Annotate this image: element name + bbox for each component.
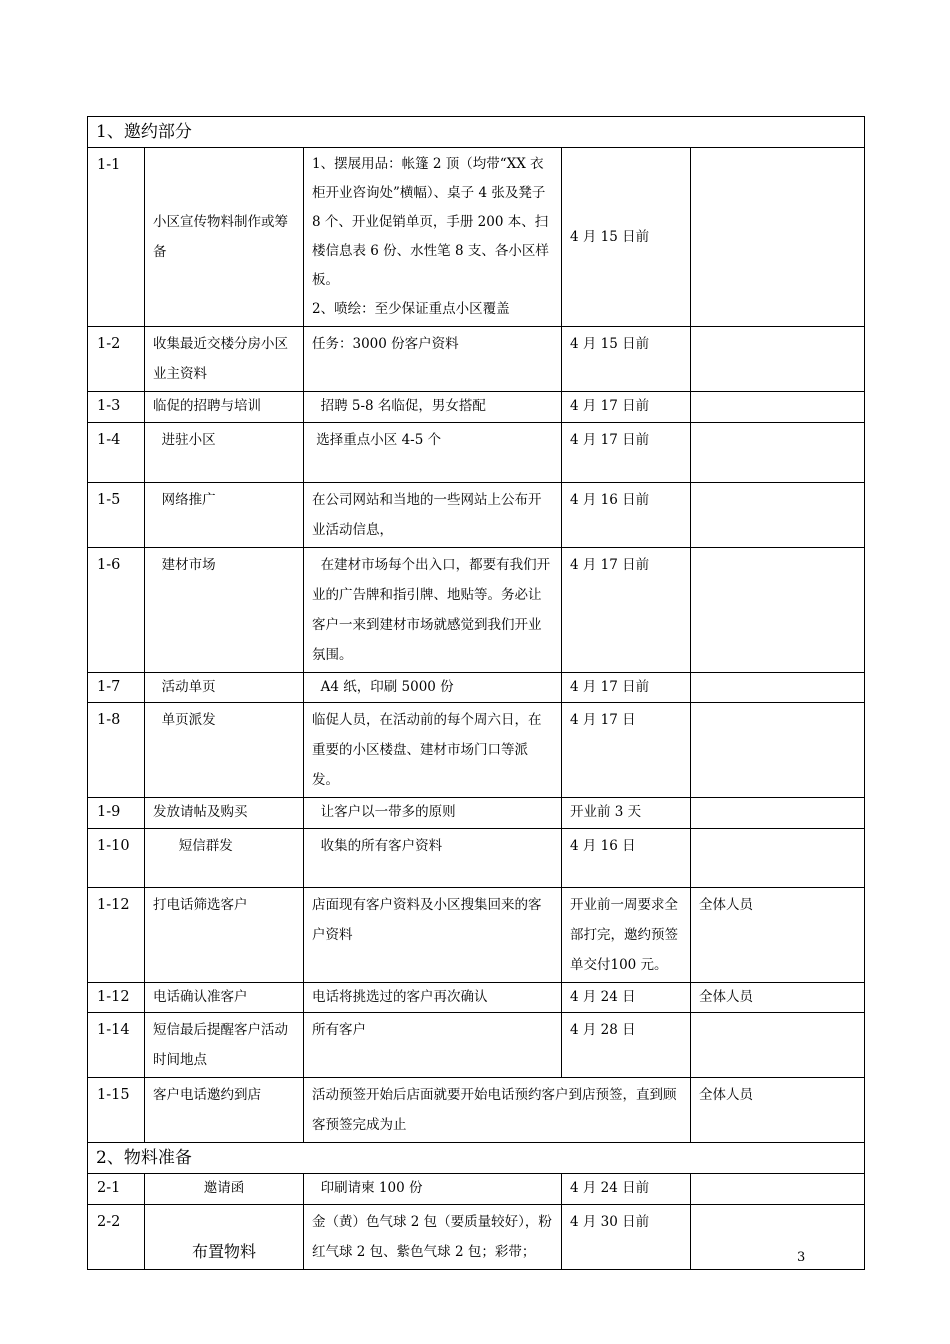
row-time: 4 月 30 日前 — [562, 1205, 691, 1270]
table-row — [88, 888, 865, 983]
table-row — [88, 392, 865, 423]
table-row — [88, 1078, 865, 1143]
row-time: 4 月 24 日前 — [562, 1174, 691, 1205]
row-owner — [691, 483, 865, 548]
row-content: 1、摆展用品：帐篷 2 顶（均带“XX 衣柜开业咨询处”横幅）、桌子 4 张及凳子 8 个、开业促销单页，手册 200 本、扫楼信息表 6 份、水性笔 8 支、各小区样板。 2、喷绘：至少保证重点小区覆盖 — [304, 148, 562, 327]
row-owner — [691, 327, 865, 392]
row-content: 店面现有客户资料及小区搜集回来的客户资料 — [304, 888, 562, 983]
row-owner — [691, 1205, 865, 1270]
section-title: 2、物料准备 — [88, 1143, 865, 1174]
row-owner — [691, 673, 865, 703]
row-item: 电话确认准客户 — [145, 983, 304, 1013]
row-owner — [691, 423, 865, 483]
row-owner — [691, 148, 865, 327]
row-owner — [691, 1174, 865, 1205]
row-item: 网络推广 — [145, 483, 304, 548]
row-owner — [691, 1013, 865, 1078]
row-time: 开业前一周要求全部打完，邀约预签单交付100 元。 — [562, 888, 691, 983]
row-item: 发放请帖及购买 — [145, 798, 304, 829]
row-id: 1-4 — [88, 423, 145, 483]
row-time: 4 月 17 日前 — [562, 673, 691, 703]
row-time: 4 月 16 日前 — [562, 483, 691, 548]
row-id: 1-12 — [88, 888, 145, 983]
row-time: 4 月 17 日前 — [562, 423, 691, 483]
table-row — [88, 983, 865, 1013]
row-content: 电话将挑选过的客户再次确认 — [304, 983, 562, 1013]
row-item: 邀请函 — [145, 1174, 304, 1205]
row-item: 短信群发 — [145, 829, 304, 888]
table-row — [88, 703, 865, 798]
row-id: 2-1 — [88, 1174, 145, 1205]
row-item: 客户电话邀约到店 — [145, 1078, 304, 1143]
row-time: 开业前 3 天 — [562, 798, 691, 829]
row-owner — [691, 548, 865, 673]
row-time: 4 月 15 日前 — [562, 327, 691, 392]
row-id: 1-14 — [88, 1013, 145, 1078]
row-time: 4 月 28 日 — [562, 1013, 691, 1078]
row-content: A4 纸，印刷 5000 份 — [304, 673, 562, 703]
row-owner — [691, 392, 865, 423]
row-id: 1-12 — [88, 983, 145, 1013]
row-time: 4 月 16 日 — [562, 829, 691, 888]
table-row — [88, 1174, 865, 1205]
row-id: 1-8 — [88, 703, 145, 798]
row-content: 收集的所有客户资料 — [304, 829, 562, 888]
row-owner: 全体人员 — [691, 888, 865, 983]
table-row — [88, 673, 865, 703]
section-title: 1、邀约部分 — [88, 117, 865, 148]
row-id: 1-1 — [88, 148, 145, 327]
table-row — [88, 327, 865, 392]
row-owner — [691, 798, 865, 829]
table-row — [88, 1205, 865, 1270]
row-item: 进驻小区 — [145, 423, 304, 483]
row-owner: 全体人员 — [691, 983, 865, 1013]
row-time: 4 月 17 日前 — [562, 548, 691, 673]
row-item: 收集最近交楼分房小区业主资料 — [145, 327, 304, 392]
row-time: 4 月 17 日前 — [562, 392, 691, 423]
row-owner: 全体人员 — [691, 1078, 865, 1143]
row-content: 临促人员，在活动前的每个周六日，在重要的小区楼盘、建材市场门口等派发。 — [304, 703, 562, 798]
row-content: 在公司网站和当地的一些网站上公布开业活动信息， — [304, 483, 562, 548]
row-content: 印刷请柬 100 份 — [304, 1174, 562, 1205]
row-id: 1-9 — [88, 798, 145, 829]
table-row — [88, 798, 865, 829]
row-id: 1-15 — [88, 1078, 145, 1143]
row-owner — [691, 703, 865, 798]
table-row — [88, 483, 865, 548]
row-item: 短信最后提醒客户活动时间地点 — [145, 1013, 304, 1078]
row-id: 1-3 — [88, 392, 145, 423]
table-row — [88, 1013, 865, 1078]
table-row — [88, 148, 865, 327]
row-item: 布置物料 — [145, 1205, 304, 1270]
row-time: 4 月 17 日 — [562, 703, 691, 798]
page-number: 3 — [797, 1250, 806, 1265]
row-time: 4 月 15 日前 — [562, 148, 691, 327]
plan-table — [87, 116, 865, 1270]
row-id: 2-2 — [88, 1205, 145, 1270]
row-id: 1-2 — [88, 327, 145, 392]
row-content: 在建材市场每个出入口，都要有我们开业的广告牌和指引牌、地贴等。务必让客户一来到建材市场就感觉到我们开业氛围。 — [304, 548, 562, 673]
row-content: 活动预签开始后店面就要开始电话预约客户到店预签，直到顾客预签完成为止 — [304, 1078, 691, 1143]
row-content: 招聘 5-8 名临促，男女搭配 — [304, 392, 562, 423]
row-id: 1-5 — [88, 483, 145, 548]
section-header-row — [88, 117, 865, 148]
row-item: 单页派发 — [145, 703, 304, 798]
row-item: 建材市场 — [145, 548, 304, 673]
row-content: 让客户以一带多的原则 — [304, 798, 562, 829]
row-item: 小区宣传物料制作或筹备 — [145, 148, 304, 327]
row-id: 1-7 — [88, 673, 145, 703]
table-row — [88, 548, 865, 673]
row-time: 4 月 24 日 — [562, 983, 691, 1013]
row-content: 金（黄）色气球 2 包（要质量较好），粉红气球 2 包、紫色气球 2 包；彩带； — [304, 1205, 562, 1270]
row-content: 所有客户 — [304, 1013, 562, 1078]
section-header-row — [88, 1143, 865, 1174]
row-item: 活动单页 — [145, 673, 304, 703]
table-row — [88, 423, 865, 483]
row-item: 临促的招聘与培训 — [145, 392, 304, 423]
row-content: 任务：3000 份客户资料 — [304, 327, 562, 392]
row-id: 1-6 — [88, 548, 145, 673]
row-item: 打电话筛选客户 — [145, 888, 304, 983]
row-id: 1-10 — [88, 829, 145, 888]
row-content: 选择重点小区 4-5 个 — [304, 423, 562, 483]
row-owner — [691, 829, 865, 888]
table-row — [88, 829, 865, 888]
